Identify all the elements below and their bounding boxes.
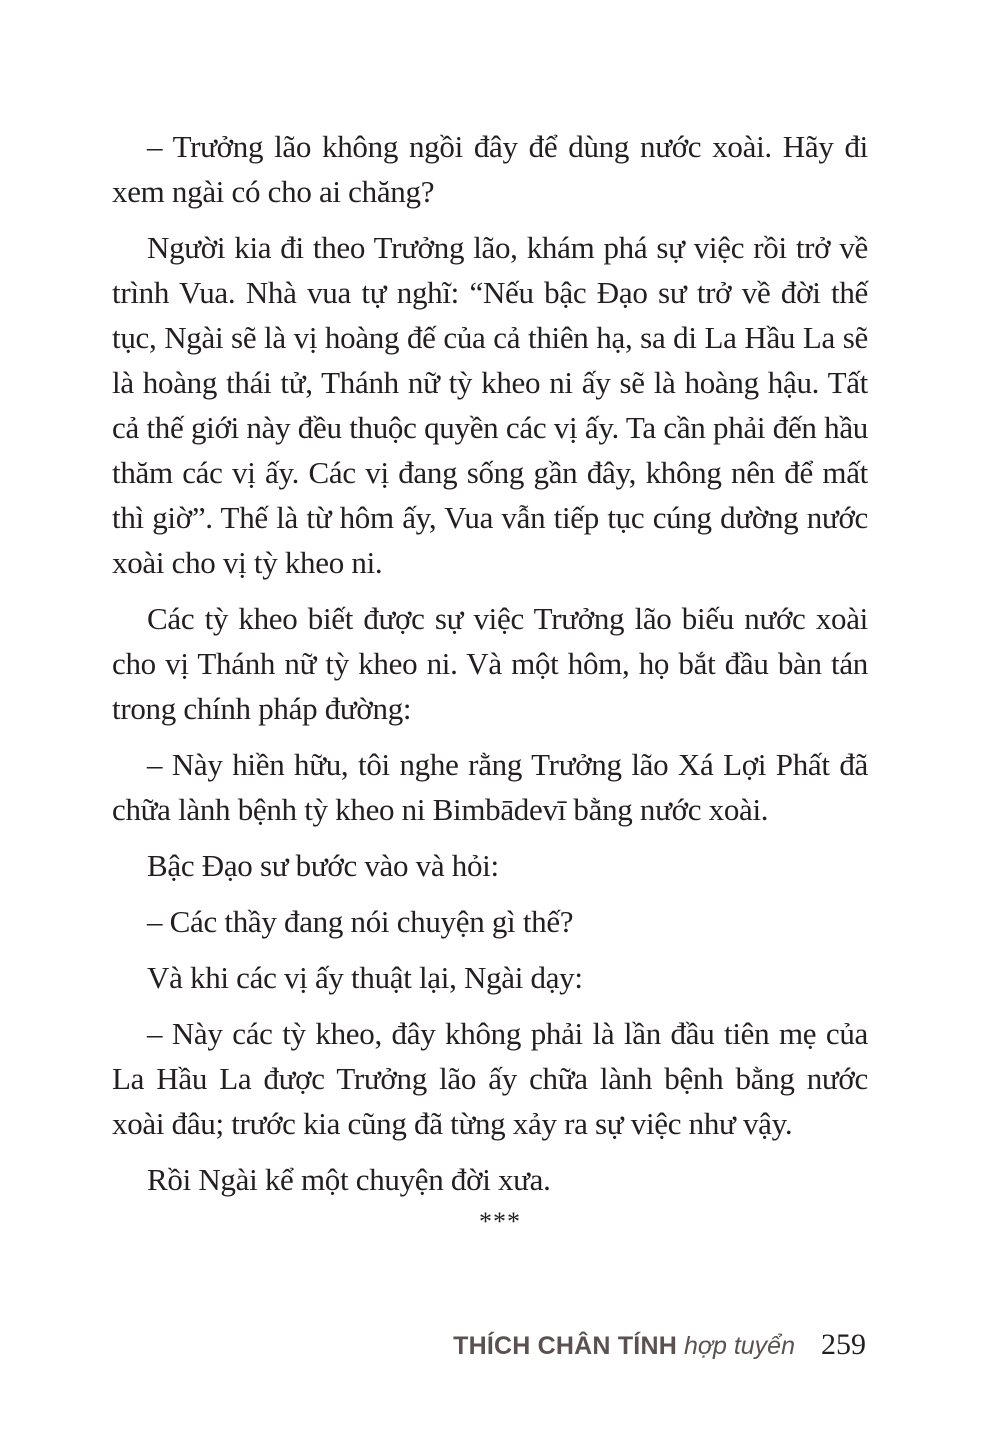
page-footer	[453, 1328, 866, 1362]
paragraph-4: – Này hiền hữu, tôi nghe rằng Trưởng lão Xá Lợi Phất đã chữa lành bệnh tỳ kheo ni Bimbādevī bằng nước xoài.	[112, 747, 868, 827]
paragraph-9: Rồi Ngài kể một chuyện đời xưa.	[147, 1162, 551, 1197]
footer-author: THÍCH CHÂN TÍNH	[453, 1332, 677, 1360]
paragraph-6: – Các thầy đang nói chuyện gì thế?	[147, 904, 574, 939]
body-text	[112, 124, 868, 1213]
paragraph-8: – Này các tỳ kheo, đây không phải là lần đầu tiên mẹ của La Hầu La được Trưởng lão ấy chữa lành bệnh bằng nước xoài đâu; trước kia cũng đã từng xảy ra sự việc như vậy.	[112, 1016, 868, 1141]
paragraph-1: – Trưởng lão không ngồi đây để dùng nước xoài. Hãy đi xem ngài có cho ai chăng?	[112, 129, 868, 209]
paragraph-2: Người kia đi theo Trưởng lão, khám phá sự việc rồi trở về trình Vua. Nhà vua tự nghĩ: “Nếu bậc Đạo sư trở về đời thế tục, Ngài sẽ là vị hoàng đế của cả thiên hạ, sa di La Hầu La sẽ là hoàng thái tử, Thánh nữ tỳ kheo ni ấy sẽ là hoàng hậu. Tất cả thế giới này đều thuộc quyền các vị ấy. Ta cần phải đến hầu thăm các vị ấy. Các vị đang sống gần đây, không nên để mất thì giờ”. Thế là từ hôm ấy, Vua vẫn tiếp tục cúng dường nước xoài cho vị tỳ kheo ni.	[112, 230, 868, 580]
paragraph-5: Bậc Đạo sư bước vào và hỏi:	[147, 848, 499, 883]
paragraph-3: Các tỳ kheo biết được sự việc Trưởng lão biếu nước xoài cho vị Thánh nữ tỳ kheo ni. Và một hôm, họ bắt đầu bàn tán trong chính pháp đường:	[112, 601, 868, 726]
paragraph-7: Và khi các vị ấy thuật lại, Ngài dạy:	[147, 960, 583, 995]
section-separator: ***	[479, 1207, 521, 1236]
page-number: 259	[821, 1328, 866, 1361]
footer-subtitle: hợp tuyển	[683, 1332, 795, 1360]
